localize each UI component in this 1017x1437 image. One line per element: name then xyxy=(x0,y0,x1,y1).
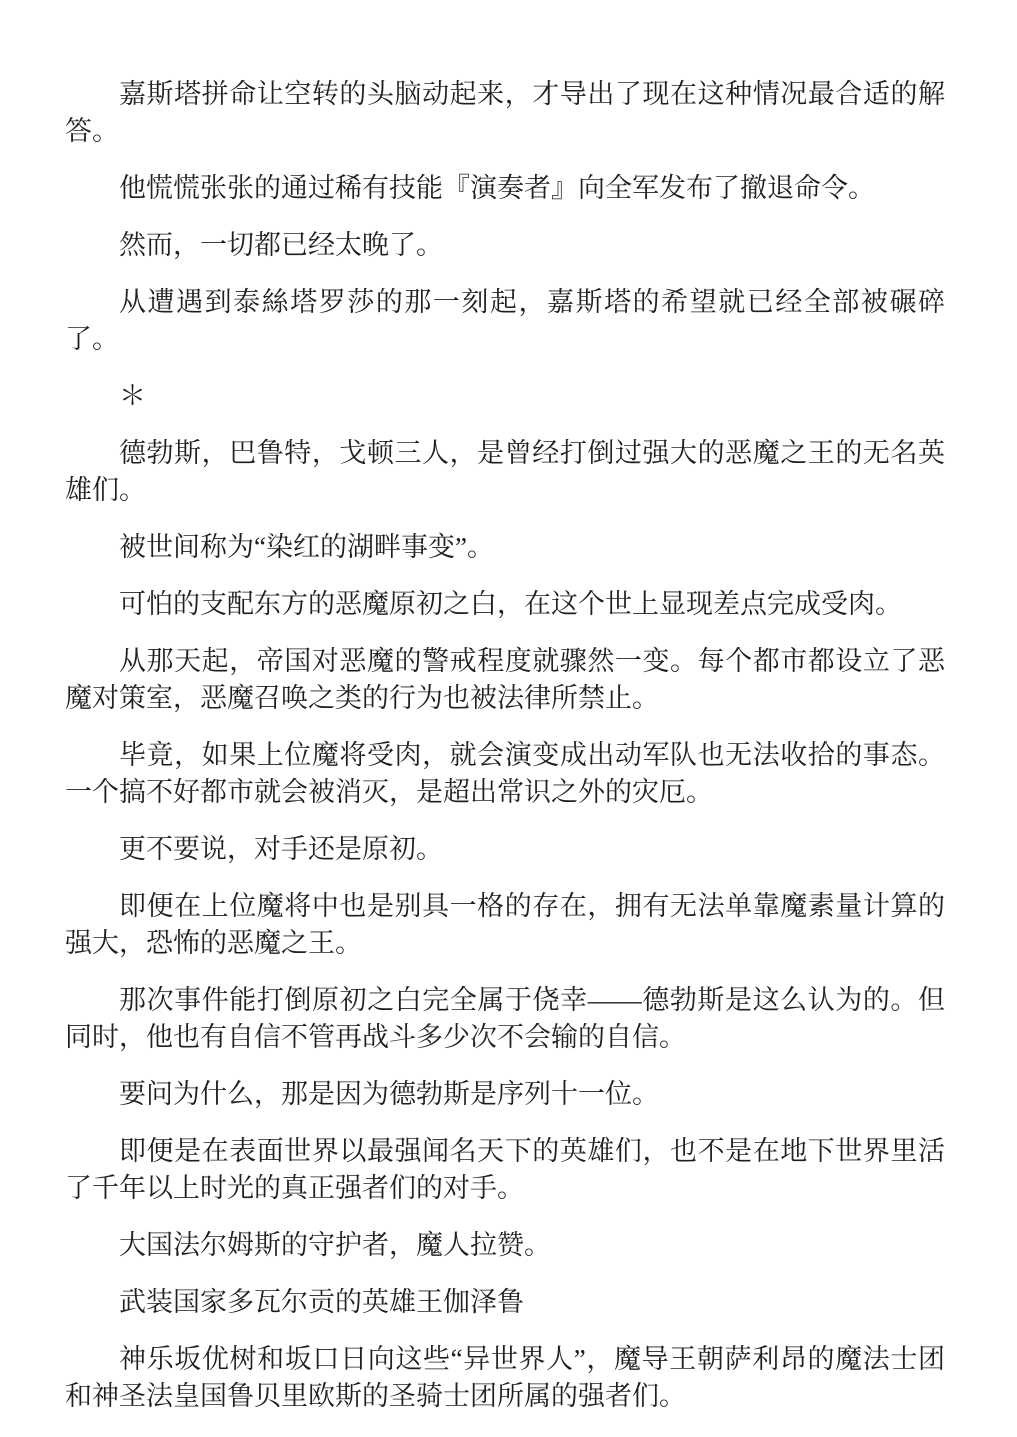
paragraph: 要问为什么，那是因为德勃斯是序列十一位。 xyxy=(119,1079,659,1109)
paragraph: 那次事件能打倒原初之白完全属于侥幸——德勃斯是这么认为的。但同时，他也有自信不管再战斗多少次不会输的自信。 xyxy=(65,985,945,1052)
paragraph: 武装国家多瓦尔贡的英雄王伽泽鲁 xyxy=(119,1287,524,1317)
paragraph: 更不要说，对手还是原初。 xyxy=(119,834,443,864)
paragraph: 即便在上位魔将中也是别具一格的存在，拥有无法单靠魔素量计算的强大，恐怖的恶魔之王。 xyxy=(65,891,945,958)
paragraph: 毕竟，如果上位魔将受肉，就会演变成出动军队也无法收拾的事态。一个搞不好都市就会被消灭，是超出常识之外的灾厄。 xyxy=(65,740,945,807)
paragraph: 被世间称为“染红的湖畔事变”。 xyxy=(119,532,494,562)
paragraph: 他慌慌张张的通过稀有技能『演奏者』向全军发布了撤退命令。 xyxy=(119,173,875,203)
paragraph: 嘉斯塔拼命让空转的头脑动起来，才导出了现在这种情况最合适的解答。 xyxy=(65,79,945,146)
paragraph: 大国法尔姆斯的守护者，魔人拉赞。 xyxy=(119,1230,551,1260)
paragraph: 从遭遇到泰絲塔罗莎的那一刻起，嘉斯塔的希望就已经全部被碾碎了。 xyxy=(65,287,945,354)
paragraph: 德勃斯，巴鲁特，戈顿三人，是曾经打倒过强大的恶魔之王的无名英雄们。 xyxy=(65,438,945,505)
paragraph: 神乐坂优树和坂口日向这些“异世界人”，魔导王朝萨利昂的魔法士团和神圣法皇国鲁贝里欧斯的圣骑士团所属的强者们。 xyxy=(65,1344,945,1411)
text-content xyxy=(65,76,945,1435)
paragraph: 然而，一切都已经太晚了。 xyxy=(119,230,443,260)
paragraph: 即便是在表面世界以最强闻名天下的英雄们，也不是在地下世界里活了千年以上时光的真正强者们的对手。 xyxy=(65,1136,945,1203)
paragraph: 可怕的支配东方的恶魔原初之白，在这个世上显现差点完成受肉。 xyxy=(119,589,902,619)
paragraph: 从那天起，帝国对恶魔的警戒程度就骤然一变。每个都市都设立了恶魔对策室，恶魔召唤之类的行为也被法律所禁止。 xyxy=(65,646,945,713)
scene-separator: ＊ xyxy=(119,381,146,411)
